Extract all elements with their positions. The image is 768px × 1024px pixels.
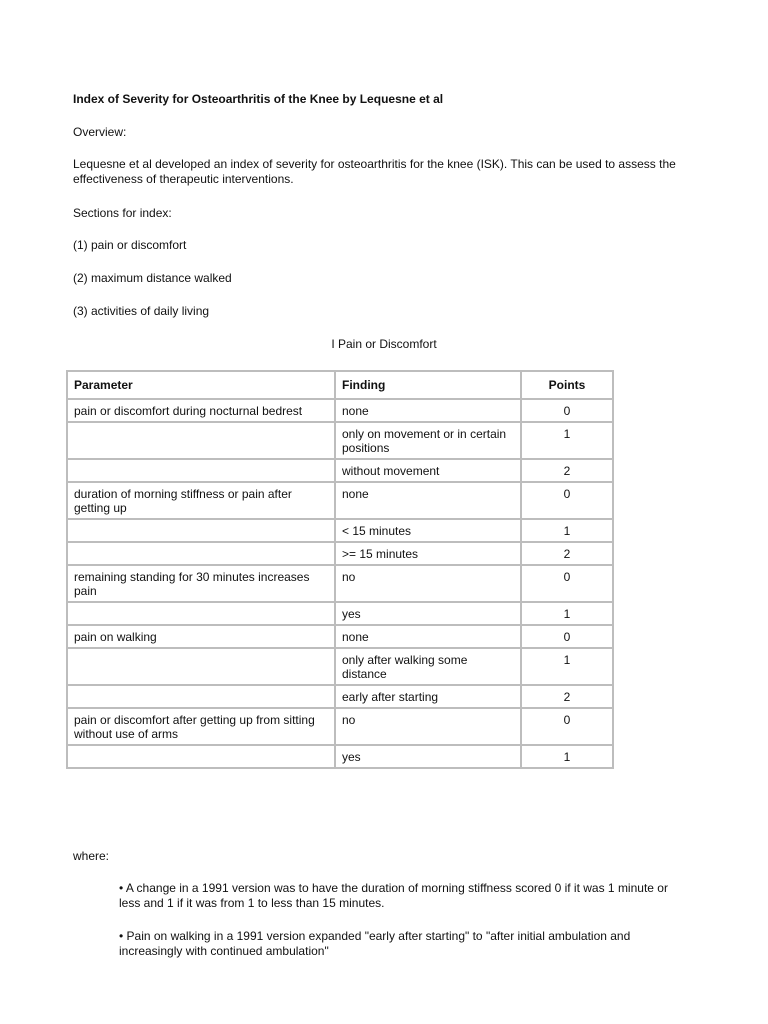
cell-finding: no (335, 565, 521, 602)
sections-label: Sections for index: (73, 206, 172, 220)
cell-points: 1 (521, 648, 613, 685)
cell-points: 2 (521, 685, 613, 708)
document-title: Index of Severity for Osteoarthritis of the Knee by Lequesne et al (73, 92, 444, 106)
cell-finding: >= 15 minutes (335, 542, 521, 565)
where-label: where: (73, 849, 110, 863)
cell-parameter (67, 542, 335, 565)
cell-parameter (67, 648, 335, 685)
cell-parameter (67, 459, 335, 482)
cell-parameter (67, 745, 335, 768)
overview-label: Overview: (73, 125, 127, 139)
note-morning-stiffness: • A change in a 1991 version was to have the duration of morning stiffness scored 0 if it was 1 minute or less and 1 if it was from 1 to less than 15 minutes. (119, 881, 668, 910)
cell-parameter: duration of morning stiffness or pain after getting up (67, 482, 335, 519)
table-row (67, 565, 613, 602)
cell-parameter: pain or discomfort after getting up from sitting without use of arms (67, 708, 335, 745)
cell-parameter: pain or discomfort during nocturnal bedrest (67, 399, 335, 422)
section-item-pain: (1) pain or discomfort (73, 238, 187, 252)
cell-parameter (67, 519, 335, 542)
cell-points: 0 (521, 625, 613, 648)
table-row (67, 422, 613, 459)
cell-finding: none (335, 625, 521, 648)
table-row (67, 482, 613, 519)
cell-points: 0 (521, 482, 613, 519)
cell-finding: early after starting (335, 685, 521, 708)
table-header-row (67, 371, 613, 399)
cell-points: 1 (521, 602, 613, 625)
table-row (67, 625, 613, 648)
cell-finding: without movement (335, 459, 521, 482)
cell-parameter (67, 422, 335, 459)
cell-finding: yes (335, 602, 521, 625)
cell-points: 0 (521, 565, 613, 602)
table-row (67, 685, 613, 708)
pain-discomfort-table (66, 370, 614, 769)
table-row (67, 648, 613, 685)
table-row (67, 399, 613, 422)
cell-points: 1 (521, 745, 613, 768)
table-row (67, 602, 613, 625)
cell-parameter (67, 602, 335, 625)
section-item-activities: (3) activities of daily living (73, 304, 210, 318)
table-caption: I Pain or Discomfort (331, 337, 437, 351)
cell-points: 1 (521, 422, 613, 459)
table-row (67, 745, 613, 768)
cell-finding: none (335, 399, 521, 422)
table-row (67, 459, 613, 482)
cell-finding: yes (335, 745, 521, 768)
cell-finding: < 15 minutes (335, 519, 521, 542)
cell-parameter (67, 685, 335, 708)
cell-finding: only on movement or in certain positions (335, 422, 521, 459)
header-finding: Finding (335, 371, 521, 399)
cell-finding: none (335, 482, 521, 519)
table-row (67, 542, 613, 565)
cell-points: 1 (521, 519, 613, 542)
note-pain-walking: • Pain on walking in a 1991 version expanded "early after starting" to "after initial ambulation and increasingly with continued ambulation" (119, 929, 631, 958)
cell-points: 2 (521, 459, 613, 482)
cell-points: 0 (521, 708, 613, 745)
section-item-distance: (2) maximum distance walked (73, 271, 232, 285)
cell-points: 0 (521, 399, 613, 422)
header-points: Points (521, 371, 613, 399)
cell-finding: no (335, 708, 521, 745)
cell-points: 2 (521, 542, 613, 565)
cell-finding: only after walking some distance (335, 648, 521, 685)
cell-parameter: remaining standing for 30 minutes increases pain (67, 565, 335, 602)
header-parameter: Parameter (67, 371, 335, 399)
overview-text: Lequesne et al developed an index of severity for osteoarthritis for the knee (ISK). This can be used to assess the effectiveness of therapeutic interventions. (73, 157, 676, 186)
cell-parameter: pain on walking (67, 625, 335, 648)
table-row (67, 519, 613, 542)
table-row (67, 708, 613, 745)
